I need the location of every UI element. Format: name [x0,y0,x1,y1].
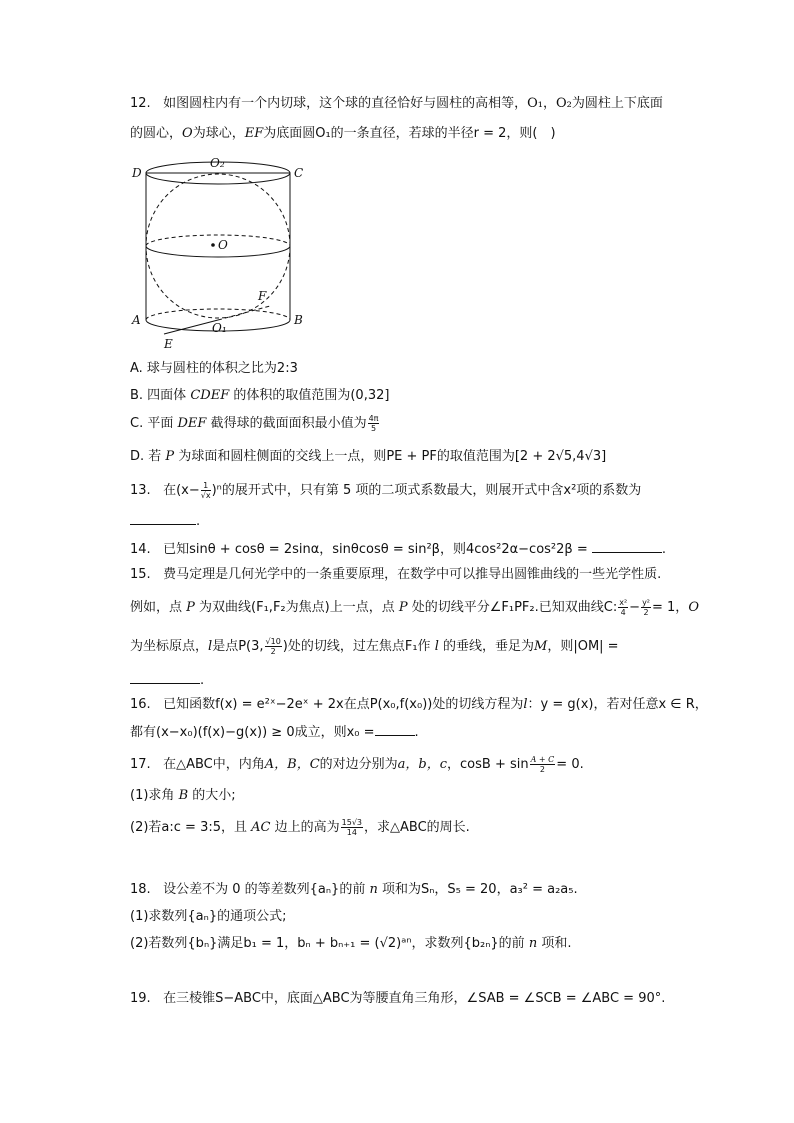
q19-number: 19. [130,991,151,1006]
frac-den: 14 [346,828,357,837]
q12-option-d-var: P [165,449,175,464]
q13-answer-blank[interactable] [130,512,196,525]
q18-sub2 [130,934,571,954]
label-d: D [132,166,142,180]
label-e: E [164,337,173,350]
q15-l3-post: ，则|OM| = [547,639,619,654]
q15-eq: = 1， [652,600,689,615]
label-c: C [294,166,304,180]
q15-l3-mid3: 的垂线，垂足为 [443,639,535,654]
q17-sub1-post: 的大小; [192,788,236,803]
q16-l1-post: ：y = g(x)，若对任意x ∈ R， [527,697,708,712]
q16-line1 [130,695,708,715]
q12-var-o: O [182,126,193,141]
frac-num: 1 [201,481,211,491]
q17-sub2-mid: 边上的高为 [274,820,340,835]
q16-l2: 都有(x−x₀)(f(x)−g(x)) ≥ 0成立，则x₀ = [130,725,375,740]
q15-text-1: 费马定理是几何光学中的一条重要原理，在数学中可以推导出圆锥曲线的一些光学性质. [163,567,662,582]
q15-line3 [130,637,619,657]
q12-option-b-var: CDEF [190,388,230,403]
q13-line [130,481,641,501]
q16-answer-blank[interactable] [375,723,415,736]
label-b: B [294,313,303,327]
q16-var-l: l [523,697,528,712]
q16-number: 16. [130,697,151,712]
q17-sub2-pre: (2)若a:c = 3:5，且 [130,820,247,835]
q12-text-c: 为底面圆O₁的一条直径，若球的半径r = 2，则( ) [263,126,556,141]
q19-line [130,989,665,1009]
q15-frac-y [641,598,651,617]
q15-var-l: l [208,639,213,654]
q17-l1-mid2: ，cosB + sin [447,757,529,772]
frac-den: √x [200,491,211,500]
q12-text-a: 的圆心， [130,126,183,141]
q13-answer-line: . [130,512,200,532]
q15-answer-line: . [130,671,204,691]
q15-answer-blank[interactable] [130,671,200,684]
q12-option-b-post: 的体积的取值范围为(0,32] [233,388,390,403]
q13-fraction [201,481,211,500]
q15-frac-sqrt10 [265,637,282,656]
frac-den: 2 [270,647,276,656]
q18-sub2-pre: (2)若数列{bₙ}满足b₁ = 1，bₙ + bₙ₊₁ = (√2)ᵃⁿ，求数列{b₂ₙ}的前 [130,936,525,951]
frac-num: A + C [530,755,555,764]
label-o2: O₂ [210,158,225,170]
q12-var-ef: EF [244,126,264,141]
q14-line: 14. 已知sinθ + cosθ = 2sinα，sinθcosθ = sin²β，则4cos²2α−cos²2β = . [130,542,667,557]
q18-number: 18. [130,882,151,897]
q18-sub1-text: (1)求数列{aₙ}的通项公式; [130,909,287,924]
q18-var-n: n [369,882,378,897]
q15-var-p2: P [398,600,408,615]
q12-centers: O₁，O₂为圆柱上下底面 [527,96,663,111]
q18-sub2-post: 项和. [541,936,572,951]
frac-den: 4 [620,608,626,617]
q15-var-m: M [534,639,548,654]
q17-l1-post: = 0. [556,757,584,772]
diameter-ef-front [164,320,218,334]
q17-l1-mid: 的对边分别为 [319,757,398,772]
q15-number: 15. [130,567,151,582]
frac-num: y² [642,598,651,607]
q17-sub1 [130,786,236,806]
q12-number: 12. [130,96,151,111]
q13-number: 13. [130,483,151,498]
q15-l2-pre: 例如，点 [130,600,183,615]
q12-option-c-post: 截得球的截面面积最小值为 [210,416,367,431]
q15-l3-pre: 为坐标原点， [130,639,209,654]
frac-den: 2 [643,608,649,617]
q19-text: 在三棱锥S−ABC中，底面△ABC为等腰直角三角形，∠SAB = ∠SCB = ∠ABC = 90°. [163,991,666,1006]
sphere-center-point [211,243,215,247]
frac-num: 15√3 [341,818,363,827]
label-o-center: O [218,238,228,252]
label-o1: O₁ [212,321,227,335]
q17-sub2 [130,818,470,838]
q17-sub2-post: ，求△ABC的周长. [364,820,470,835]
q16-line2: 都有(x−x₀)(f(x)−g(x)) ≥ 0成立，则x₀ = . [130,725,419,740]
cylinder-sphere-figure [130,158,310,350]
frac-den: 5 [370,424,377,433]
q12-option-b [130,386,389,406]
q14-answer-blank[interactable] [592,540,662,553]
q15-var-p: P [186,600,195,615]
q15-line2: 例如，点 P 为双曲线(F₁,F₂为焦点)上一点，点 P 处的切线平分∠F₁PF₂.已知双曲线C: $\frac{\text{x²}}{4}$ − $\frac{\text{y²}}{2}$ = 1，O [130,598,699,617]
q15-l3-mid2: )处的切线，过左焦点F₁作 [282,639,431,654]
q12-option-d [130,447,606,467]
frac-den: 2 [539,765,545,774]
q12-option-c-fraction [368,414,380,433]
q17-sub1-pre: (1)求角 [130,788,175,803]
q17-var-ac: AC [251,820,271,835]
q17-frac [530,755,556,774]
q16-l1-pre: 已知函数f(x) = e²ˣ−2eˣ + 2x在点P(x₀,f(x₀))处的切线方程为 [163,697,524,712]
q14-text: 已知sinθ + cosθ = 2sinα，sinθcosθ = sin²β，则4cos²2α−cos²2β = [163,542,588,557]
q15-l2-post: 处的切线平分∠F₁PF₂.已知双曲线C: [411,600,618,615]
q12-option-d-post: 为球面和圆柱侧面的交线上一点，则PE + PF的取值范围为[2 + 2√5,4√3] [178,449,607,464]
q15-l2-mid: 为双曲线(F₁,F₂为焦点)上一点，点 [199,600,395,615]
frac-num: √10 [265,637,281,646]
q15-frac-x [618,598,628,617]
q12-option-c-pre: C. 平面 [130,416,174,431]
q17-line1 [130,755,584,775]
q18-var-n2: n [528,936,538,951]
q12-option-c-var: DEF [177,416,207,431]
q15-var-o: O [688,600,699,615]
q17-var-b: B [178,788,189,803]
q12-option-d-pre: D. 若 [130,449,162,464]
q12-line1 [130,94,663,114]
q17-vars-sides: a，b，c [397,757,448,772]
q12-option-c [130,414,380,434]
q17-vars-abc: A，B，C [264,757,320,772]
label-a: A [132,313,141,327]
q12-option-a [130,359,298,379]
q12-option-b-pre: B. 四面体 [130,388,187,403]
q18-l1-post: 项和为Sₙ，S₅ = 20，a₃² = a₂a₅. [381,882,578,897]
q15-l3-mid: 是点P(3, [212,639,264,654]
q17-height-frac [341,818,363,837]
q18-sub1 [130,907,286,927]
q18-l1-pre: 设公差不为 0 的等差数列{aₙ}的前 [163,882,366,897]
q13-pre: 在(x− [163,483,200,498]
q17-number: 17. [130,757,151,772]
q15-var-l2: l [434,639,439,654]
q17-l1-pre: 在△ABC中，内角 [163,757,265,772]
q12-text: 如图圆柱内有一个内切球，这个球的直径恰好与圆柱的高相等， [163,96,528,111]
label-f: F [258,289,267,303]
frac-num: 4π [368,414,379,423]
q14-number: 14. [130,542,151,557]
q12-option-a-text: A. 球与圆柱的体积之比为2:3 [130,361,298,376]
q18-line1 [130,880,578,900]
q15-line1 [130,565,661,585]
q12-line2 [130,124,556,144]
frac-num: x² [619,598,628,607]
q12-text-b: 为球心， [192,126,245,141]
q13-post: )ⁿ的展开式中，只有第 5 项的二项式系数最大，则展开式中含x²项的系数为 [211,483,642,498]
